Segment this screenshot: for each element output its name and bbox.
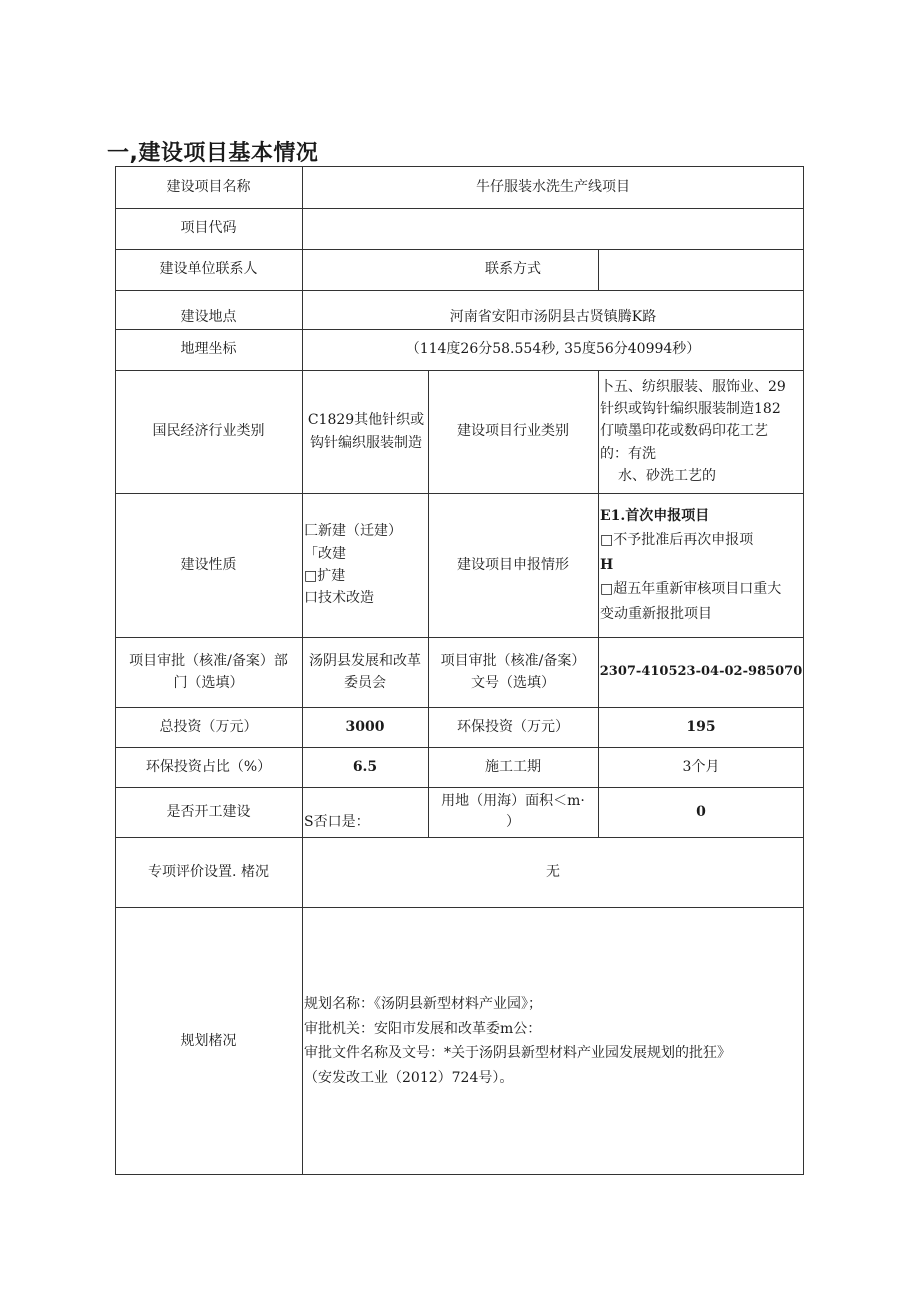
report-situation-label: 建设项目申报情形 bbox=[457, 556, 569, 573]
contact-method-value bbox=[598, 249, 804, 290]
total-investment-label: 总投资（万元） bbox=[159, 718, 258, 735]
env-investment-value: 195 bbox=[686, 718, 716, 735]
planning-line: 审批机关：安阳市发展和改革委m公： bbox=[304, 1020, 542, 1037]
total-investment-value: 3000 bbox=[345, 718, 385, 735]
project-industry-line: 水、砂洗工艺的 bbox=[618, 468, 716, 485]
approval-doc-label bbox=[428, 637, 598, 707]
special-eval-label: 专项评价设置. 楮况 bbox=[148, 863, 269, 880]
report-option-resubmit[interactable]: □不予批准后再次申报项 bbox=[600, 532, 754, 549]
nature-label: 建设性质 bbox=[180, 556, 237, 573]
report-line: H bbox=[600, 556, 614, 573]
contact-method-label: 联系方式 bbox=[485, 261, 541, 278]
project-industry-line: 仃喷墨印花或数码印花工艺 bbox=[600, 423, 768, 440]
section-title: 一,建设项目基本情况 bbox=[107, 141, 319, 166]
started-label: 是否开工建设 bbox=[166, 803, 251, 820]
location-value: 河南省安阳市汤阴县古贤镇腾K路 bbox=[449, 309, 657, 326]
report-line: 变动重新报批项目 bbox=[600, 605, 712, 622]
env-ratio-label: 环保投资占比（%） bbox=[145, 758, 272, 775]
planning-line: （安发改工业（2012）724号）。 bbox=[304, 1069, 514, 1086]
project-industry-label: 建设项目行业类别 bbox=[457, 423, 569, 440]
planning-line: 规划名称：《汤阴县新型材料产业园》； bbox=[304, 996, 542, 1012]
land-area-label-line: ） bbox=[506, 814, 520, 830]
nature-option-expand[interactable]: □扩建 bbox=[304, 568, 346, 584]
planning-value bbox=[304, 907, 804, 1175]
project-industry-line: 卜五、纺织服装、服饰业、29 bbox=[600, 378, 786, 395]
approval-doc-value: 2307-410523-04-02-985070 bbox=[599, 663, 803, 679]
construction-period-label: 施工工期 bbox=[485, 758, 541, 775]
approval-doc-label-line: 文号（选填） bbox=[471, 675, 555, 691]
env-ratio-value: 6.5 bbox=[352, 758, 378, 775]
approval-doc-label-line: 项目审批（核准/备案） bbox=[440, 652, 586, 669]
approval-dept-label-line: 门（选填） bbox=[173, 675, 244, 691]
nature-option-rebuild[interactable]: 「改建 bbox=[304, 545, 346, 562]
land-area-label-line: 用地（用海）面积＜m· bbox=[441, 793, 585, 809]
planning-line: 审批文件名称及文号：*关于汤阴县新型材料产业园发展规划的批狂》 bbox=[304, 1045, 731, 1061]
nature-options bbox=[304, 493, 428, 637]
started-value[interactable]: S否口是： bbox=[304, 813, 370, 830]
report-option-first[interactable]: E1.首次申报项目 bbox=[600, 507, 710, 524]
approval-dept-value: 汤阴县发展和改革委员会 bbox=[309, 652, 421, 691]
industry-value: C1829其他针织或钩针编织服装制造 bbox=[307, 412, 425, 451]
project-industry-line: 的：有洗 bbox=[600, 445, 656, 462]
report-situation-value bbox=[600, 493, 804, 637]
contact-person-value bbox=[302, 249, 428, 290]
env-investment-label: 环保投资（万元） bbox=[457, 718, 569, 735]
nature-option-new[interactable]: 匚新建（迁建） bbox=[304, 523, 402, 540]
nature-option-tech[interactable]: 口技术改造 bbox=[304, 590, 374, 607]
special-eval-value: 无 bbox=[546, 863, 560, 880]
construction-period-value: 3个月 bbox=[682, 758, 720, 775]
project-industry-value bbox=[600, 370, 804, 493]
project-name-value: 牛仔服装水洗生产线项目 bbox=[476, 178, 630, 195]
project-name-label: 建设项目名称 bbox=[166, 178, 251, 195]
project-industry-line: 针织或钩针编织服装制造182 bbox=[600, 400, 781, 417]
contact-person-label: 建设单位联系人 bbox=[159, 261, 258, 278]
project-code-label: 项目代码 bbox=[180, 220, 237, 237]
land-area-label bbox=[428, 787, 598, 837]
coordinates-value: （114度26分58.554秒, 35度56分40994秒） bbox=[405, 341, 701, 358]
report-option-review[interactable]: □超五年重新审核项目口重大 bbox=[600, 581, 782, 598]
planning-label: 规划楮况 bbox=[180, 1032, 237, 1049]
industry-label: 国民经济行业类别 bbox=[152, 423, 265, 440]
coordinates-label: 地理坐标 bbox=[180, 341, 237, 358]
land-area-value: 0 bbox=[696, 803, 706, 820]
project-code-value bbox=[302, 208, 804, 249]
approval-dept-label bbox=[115, 637, 302, 707]
approval-dept-label-line: 项目审批（核准/备案）部 bbox=[129, 652, 288, 669]
location-label: 建设地点 bbox=[180, 309, 237, 326]
